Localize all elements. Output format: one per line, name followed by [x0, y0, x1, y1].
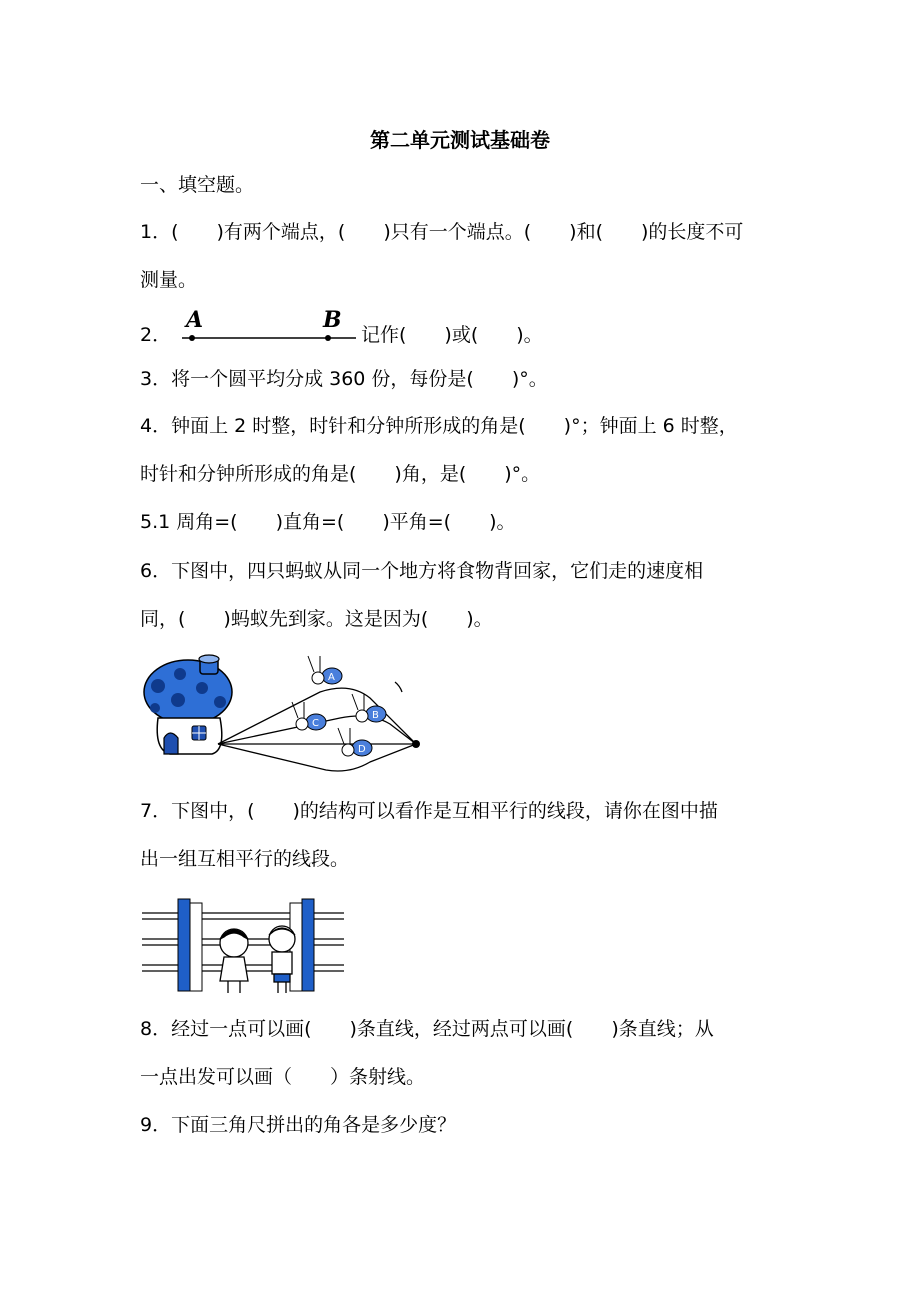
fence-post-left — [178, 899, 202, 991]
ant-b-label: B — [372, 710, 379, 721]
point-b — [325, 335, 331, 341]
ant-c-label: C — [312, 718, 319, 729]
fence-figure — [140, 893, 346, 997]
section-heading: 一、填空题。 — [140, 174, 255, 196]
label-b: B — [323, 307, 342, 333]
question-4-line-2: 时针和分钟所形成的角是( )角，是( )°。 — [140, 463, 541, 485]
question-1-line-2: 测量。 — [140, 269, 198, 291]
ant-d — [338, 728, 372, 756]
girl-figure — [220, 929, 248, 993]
question-7-line-1: 7．下图中，( )的结构可以看作是互相平行的线段，请你在图中描 — [140, 800, 718, 822]
question-8-line-1: 8．经过一点可以画( )条直线，经过两点可以画( )条直线；从 — [140, 1018, 714, 1040]
ants-figure — [140, 652, 430, 777]
mushroom-house-icon — [144, 655, 232, 754]
question-3: 3．将一个圆平均分成 360 份，每份是( )°。 — [140, 368, 548, 390]
question-5: 5.1 周角=( )直角=( )平角=( )。 — [140, 511, 516, 533]
page-title: 第二单元测试基础卷 — [370, 128, 550, 152]
point-a — [189, 335, 195, 341]
ant-c — [292, 702, 326, 730]
question-6-line-1: 6．下图中，四只蚂蚁从同一个地方将食物背回家，它们走的速度相 — [140, 560, 704, 582]
ant-a-label: A — [328, 672, 335, 683]
question-8-line-2: 一点出发可以画（ ）条射线。 — [140, 1066, 426, 1088]
question-9: 9．下面三角尺拼出的角各是多少度？ — [140, 1114, 457, 1136]
question-6-line-2: 同，( )蚂蚁先到家。这是因为( )。 — [140, 608, 493, 630]
question-2-text: 记作( )或( )。 — [361, 324, 543, 346]
question-4-line-1: 4．钟面上 2 时整，时针和分钟所形成的角是( )°；钟面上 6 时整， — [140, 415, 738, 437]
question-2-number: 2． — [140, 324, 172, 346]
ant-a — [308, 656, 342, 684]
label-a: A — [186, 307, 204, 333]
food-source-point — [412, 740, 420, 748]
question-7-line-2: 出一组互相平行的线段。 — [140, 848, 350, 870]
ant-d-label: D — [358, 744, 366, 755]
line-segment-figure — [178, 305, 363, 350]
question-1-line-1: 1．( )有两个端点，( )只有一个端点。( )和( )的长度不可 — [140, 221, 744, 243]
ant-b — [352, 694, 386, 722]
